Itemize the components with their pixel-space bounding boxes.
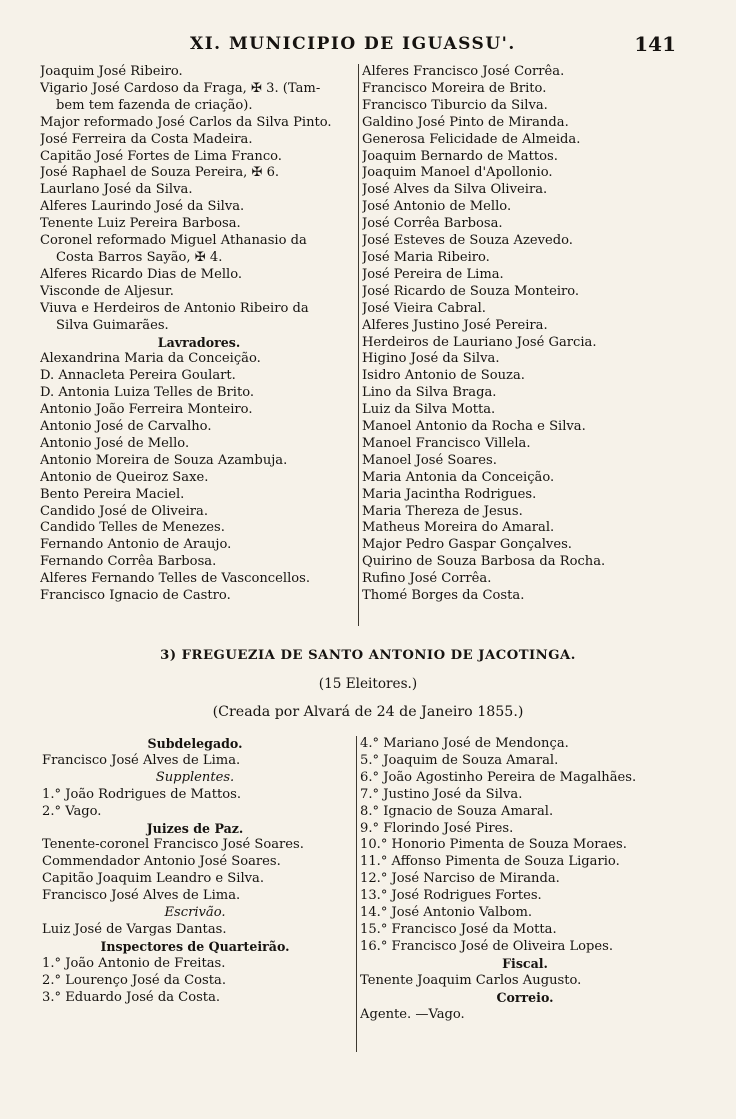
list-line: 7.° Justino José da Silva. [360,786,523,802]
list-line: Tenente-coronel Francisco José Soares. [42,837,304,853]
column-divider-lower [356,736,357,1052]
list-line: José Esteves de Souza Azevedo. [362,233,573,249]
list-line: Antonio Moreira de Souza Azambuja. [40,452,288,468]
list-line: bem tem fazenda de criação). [56,97,253,113]
list-line: 12.° José Narciso de Miranda. [360,871,560,887]
list-line: Matheus Moreira do Amaral. [362,520,555,536]
list-line: Galdino José Pinto de Miranda. [362,114,569,130]
list-line: José Corrêa Barbosa. [362,216,503,232]
list-line: Laurlano José da Silva. [40,182,193,198]
list-line: Joaquim Manoel d'Apollonio. [362,165,553,181]
section-heading: Juizes de Paz. [146,820,244,836]
list-line: Antonio José de Carvalho. [40,419,212,435]
list-line: Major reformado José Carlos da Silva Pinto. [40,114,332,130]
list-line: Viuva e Herdeiros de Antonio Ribeiro da [40,300,309,316]
list-line: Herdeiros de Lauriano José Garcia. [362,334,597,350]
list-line: Alferes Fernando Telles de Vasconcellos. [40,571,311,587]
list-line: José Ferreira da Costa Madeira. [40,131,253,147]
list-line: Silva Guimarães. [56,317,169,333]
list-line: Visconde de Aljesur. [40,283,174,299]
list-line: 5.° Joaquim de Souza Amaral. [360,752,559,768]
list-line: Agente. —Vago. [360,1006,465,1022]
list-line: 8.° Ignacio de Souza Amaral. [360,803,554,819]
section-electors: (15 Eleitores.) [318,676,418,692]
section-creation-note: (Creada por Alvará de 24 de Janeiro 1855.) [212,704,524,720]
list-line: Lino da Silva Braga. [362,385,497,401]
list-line: Bento Pereira Maciel. [40,486,185,502]
list-line: Francisco José Alves de Lima. [42,888,241,904]
list-line: José Alves da Silva Oliveira. [362,182,548,198]
lower-right-column [360,736,690,1023]
section-title: 3) FREGUEZIA DE SANTO ANTONIO DE JACOTINGA. [160,648,576,663]
section-heading: Inspectores de Quarteirão. [100,938,290,954]
list-line: Isidro Antonio de Souza. [362,368,525,384]
list-line: 2.° Vago. [42,803,102,819]
list-line: 2.° Lourenço José da Costa. [42,972,226,988]
list-line: Maria Thereza de Jesus. [362,503,523,519]
page-header [0,32,736,58]
list-line: Alferes Ricardo Dias de Mello. [40,266,243,282]
list-line: Joaquim Bernardo de Mattos. [362,148,558,164]
list-line: D. Annacleta Pereira Goulart. [40,368,236,384]
list-line: Francisco Moreira de Brito. [362,80,547,96]
list-line: Commendador Antonio José Soares. [42,854,281,870]
section-heading: Subdelegado. [147,736,243,751]
list-line: 15.° Francisco José da Motta. [360,921,557,937]
list-line: Fernando Antonio de Araujo. [40,537,232,553]
list-line: Manoel José Soares. [362,452,497,468]
upper-right-column [362,64,686,605]
list-line: Manoel Francisco Villela. [362,435,531,451]
list-line: Higino José da Silva. [362,351,500,367]
section-subheading: Supplentes. [155,769,235,785]
list-line: Capitão Joaquim Leandro e Silva. [42,871,265,887]
running-title: XI. MUNICIPIO DE IGUASSU'. [190,34,516,54]
list-line: Thomé Borges da Costa. [362,588,525,604]
list-line: Maria Antonia da Conceição. [362,469,555,485]
list-line: Maria Jacintha Rodrigues. [362,486,537,502]
section-heading: Correio. [496,989,554,1005]
list-line: Luiz José de Vargas Dantas. [42,921,227,937]
list-line: José Maria Ribeiro. [362,249,490,265]
list-line: Major Pedro Gaspar Gonçalves. [362,537,572,553]
list-line: 1.° João Antonio de Freitas. [42,955,226,971]
list-line: Candido Telles de Menezes. [40,520,225,536]
list-line: 11.° Affonso Pimenta de Souza Ligario. [360,854,620,870]
list-line: Antonio de Queiroz Saxe. [40,469,209,485]
list-line: Alexandrina Maria da Conceição. [40,351,261,367]
list-line: D. Antonia Luiza Telles de Brito. [40,385,255,401]
list-line: Luiz da Silva Motta. [362,402,496,418]
section-heading: Lavradores. [157,334,241,350]
list-line: 9.° Florindo José Pires. [360,820,514,836]
list-line: Coronel reformado Miguel Athanasio da [40,233,307,249]
list-line: Manoel Antonio da Rocha e Silva. [362,419,586,435]
list-line: Alferes Justino José Pereira. [362,317,548,333]
upper-left-column [40,64,358,605]
list-line: José Antonio de Mello. [362,199,512,215]
section-heading: Fiscal. [502,955,548,971]
list-line: 4.° Mariano José de Mendonça. [360,736,569,751]
list-line: 13.° José Rodrigues Fortes. [360,888,542,904]
list-line: Tenente Luiz Pereira Barbosa. [40,216,241,232]
list-line: 6.° João Agostinho Pereira de Magalhães. [360,769,637,785]
section-subheading: Escrivão. [164,905,226,921]
list-line: José Pereira de Lima. [362,266,504,282]
list-line: 3.° Eduardo José da Costa. [42,989,221,1005]
list-line: Generosa Felicidade de Almeida. [362,131,581,147]
list-line: Francisco Tiburcio da Silva. [362,97,548,113]
lower-left-column [42,736,348,1007]
list-line: Antonio João Ferreira Monteiro. [40,402,253,418]
list-line: Vigario José Cardoso da Fraga, ✠ 3. (Tam- [40,80,321,96]
list-line: 1.° João Rodrigues de Mattos. [42,786,241,802]
page-number: 141 [634,32,676,56]
list-line: 16.° Francisco José de Oliveira Lopes. [360,938,614,954]
list-line: Costa Barros Sayão, ✠ 4. [56,249,223,265]
list-line: 14.° José Antonio Valbom. [360,905,533,921]
list-line: Alferes Francisco José Corrêa. [362,64,565,79]
list-line: Joaquim José Ribeiro. [40,64,183,79]
list-line: Francisco Ignacio de Castro. [40,588,231,604]
list-line: 10.° Honorio Pimenta de Souza Moraes. [360,837,627,853]
list-line: Fernando Corrêa Barbosa. [40,554,217,570]
column-divider-upper [358,64,359,626]
list-line: Capitão José Fortes de Lima Franco. [40,148,282,164]
list-line: Francisco José Alves de Lima. [42,752,241,768]
list-line: Tenente Joaquim Carlos Augusto. [360,972,582,988]
list-line: Alferes Laurindo José da Silva. [40,199,245,215]
list-line: Candido José de Oliveira. [40,503,208,519]
list-line: José Vieira Cabral. [362,300,486,316]
list-line: José Ricardo de Souza Monteiro. [362,283,580,299]
list-line: Antonio José de Mello. [40,435,190,451]
list-line: Quirino de Souza Barbosa da Rocha. [362,554,606,570]
list-line: Rufino José Corrêa. [362,571,492,587]
list-line: José Raphael de Souza Pereira, ✠ 6. [40,165,280,181]
